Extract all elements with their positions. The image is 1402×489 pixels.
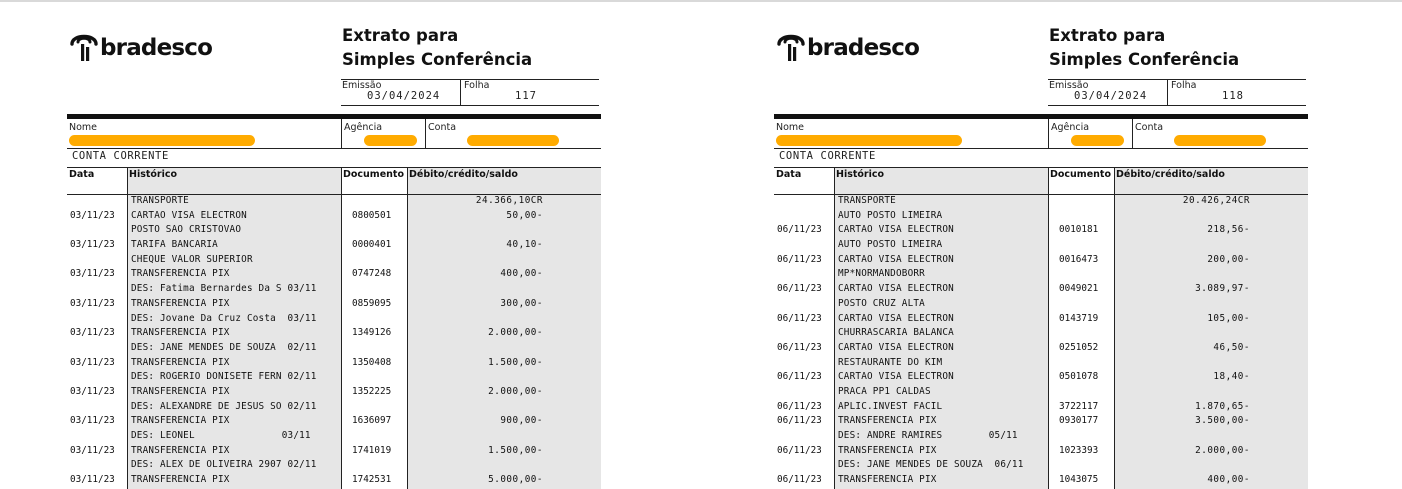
row-valor: 3.500,00- [1195, 415, 1250, 427]
transaction-row [67, 458, 601, 473]
row-historico: AUTO POSTO LIMEIRA [838, 209, 943, 221]
row-historico: CARTAO VISA ELECTRON [838, 341, 954, 353]
header-documento: Documento [1050, 169, 1111, 180]
row-date: 03/11/23 [70, 385, 115, 397]
bradesco-logo [776, 28, 926, 66]
row-historico: CARTAO VISA ELECTRON [838, 371, 954, 383]
row-date: 03/11/23 [70, 474, 115, 486]
redacted-agencia [364, 135, 417, 146]
row-date: 03/11/23 [70, 209, 115, 221]
transaction-row [67, 238, 601, 253]
row-documento: 3722117 [1059, 400, 1099, 412]
folha-value: 117 [515, 90, 537, 102]
transaction-row [67, 429, 601, 444]
row-date: 03/11/23 [70, 239, 115, 251]
transaction-row [67, 209, 601, 224]
transaction-row [67, 267, 601, 282]
transaction-row [774, 414, 1308, 429]
transaction-row [67, 400, 601, 415]
row-date: 03/11/23 [70, 327, 115, 339]
conta-label: Conta [428, 122, 457, 133]
row-date: 06/11/23 [777, 400, 822, 412]
row-date: 03/11/23 [70, 356, 115, 368]
row-historico: TRANSFERENCIA PIX [838, 415, 937, 427]
row-historico: TRANSFERENCIA PIX [838, 444, 937, 456]
bradesco-tree-icon [776, 28, 806, 66]
transaction-row [67, 473, 601, 488]
row-historico: CARTAO VISA ELECTRON [838, 224, 954, 236]
transaction-row [67, 326, 601, 341]
transaction-row [67, 312, 601, 327]
folha-value: 118 [1222, 90, 1244, 102]
emission-divider [1167, 80, 1168, 105]
transaction-row [774, 429, 1308, 444]
row-documento: 0143719 [1059, 312, 1099, 324]
row-date: 03/11/23 [70, 444, 115, 456]
row-documento: 0800501 [352, 209, 392, 221]
transaction-list [774, 194, 1308, 488]
table-header [774, 167, 1308, 195]
row-documento: 1350408 [352, 356, 392, 368]
title-line-2: Simples Conferência [342, 50, 533, 69]
agencia-divider [341, 119, 342, 148]
account-type: CONTA CORRENTE [72, 150, 169, 162]
row-historico: TRANSPORTE [131, 195, 189, 206]
header-valor: Débito/crédito/saldo [1116, 169, 1225, 180]
row-historico: DES: ALEXANDRE DE JESUS SO 02/11 [131, 400, 317, 412]
header-data: Data [69, 169, 95, 180]
header-historico: Histórico [836, 169, 885, 180]
row-historico: CARTAO VISA ELECTRON [838, 253, 954, 265]
row-historico: CHEQUE VALOR SUPERIOR [131, 253, 253, 265]
row-valor: 1.500,00- [488, 444, 543, 456]
row-date: 06/11/23 [777, 312, 822, 324]
row-valor: 105,00- [1207, 312, 1250, 324]
redacted-name [776, 135, 962, 146]
row-historico: DES: JANE MENDES DE SOUZA 02/11 [131, 341, 317, 353]
row-historico: TARIFA BANCARIA [131, 239, 218, 251]
row-historico: DES: JANE MENDES DE SOUZA 06/11 [838, 459, 1024, 471]
brand-name: bradesco [807, 35, 920, 61]
row-historico: TRANSFERENCIA PIX [131, 474, 230, 486]
row-historico: DES: ROGERIO DONISETE FERN 02/11 [131, 371, 317, 383]
row-documento: 0501078 [1059, 371, 1099, 383]
row-historico: DES: ANDRE RAMIRES 05/11 [838, 430, 1018, 441]
transaction-row [774, 400, 1308, 415]
row-date: 06/11/23 [777, 341, 822, 353]
row-historico: POSTO CRUZ ALTA [838, 297, 925, 309]
header-historico: Histórico [129, 169, 178, 180]
row-valor: 400,00- [500, 268, 543, 280]
transaction-row [67, 282, 601, 297]
row-historico: DES: Jovane Da Cruz Costa 03/11 [131, 312, 317, 324]
row-valor: 3.089,97- [1195, 283, 1250, 295]
row-date: 03/11/23 [70, 415, 115, 427]
row-documento: 1349126 [352, 327, 392, 339]
emissao-value: 03/04/2024 [1074, 90, 1148, 102]
redacted-name [69, 135, 255, 146]
emission-box [341, 79, 599, 106]
folha-label: Folha [1171, 80, 1197, 91]
row-documento: 0000401 [352, 239, 392, 251]
row-historico: CARTAO VISA ELECTRON [838, 283, 954, 295]
row-valor: 2.000,00- [488, 327, 543, 339]
header-valor: Débito/crédito/saldo [409, 169, 518, 180]
transaction-row [774, 356, 1308, 371]
row-historico: PRACA PP1 CALDAS [838, 385, 931, 397]
transaction-row [67, 385, 601, 400]
row-documento: 0251052 [1059, 341, 1099, 353]
row-valor: 900,00- [500, 415, 543, 427]
row-historico: DES: Fatima Bernardes Da S 03/11 [131, 283, 317, 295]
transaction-row [67, 356, 601, 371]
row-documento: 0016473 [1059, 253, 1099, 265]
row-valor: 24.366,10CR [475, 195, 543, 206]
row-documento: 0010181 [1059, 224, 1099, 236]
row-historico: DES: ALEX DE OLIVEIRA 2907 02/11 [131, 459, 317, 471]
folha-label: Folha [464, 80, 490, 91]
account-holder-box [67, 119, 601, 149]
row-documento: 0859095 [352, 297, 392, 309]
row-valor: 2.000,00- [1195, 444, 1250, 456]
row-valor: 18,40- [1213, 371, 1250, 383]
row-documento: 1741019 [352, 444, 392, 456]
document-title [1049, 24, 1239, 72]
account-type: CONTA CORRENTE [779, 150, 876, 162]
transaction-row [774, 458, 1308, 473]
table-header [67, 167, 601, 195]
transaction-row [67, 223, 601, 238]
row-historico: TRANSPORTE [838, 195, 896, 206]
transaction-row [774, 267, 1308, 282]
row-documento: 0930177 [1059, 415, 1099, 427]
row-date: 06/11/23 [777, 444, 822, 456]
row-documento: 1352225 [352, 385, 392, 397]
bradesco-logo [69, 28, 219, 66]
row-documento: 1023393 [1059, 444, 1099, 456]
conta-label: Conta [1135, 122, 1164, 133]
row-date: 06/11/23 [777, 283, 822, 295]
row-documento: 1742531 [352, 474, 392, 486]
row-valor: 20.426,24CR [1182, 195, 1250, 206]
transaction-row [67, 370, 601, 385]
row-valor: 1.870,65- [1195, 400, 1250, 412]
row-valor: 46,50- [1213, 341, 1250, 353]
row-documento: 1043075 [1059, 474, 1099, 486]
transaction-row [774, 473, 1308, 488]
row-valor: 2.000,00- [488, 385, 543, 397]
redacted-agencia [1071, 135, 1124, 146]
row-valor: 50,00- [506, 209, 543, 221]
transaction-row [774, 282, 1308, 297]
transaction-list [67, 194, 601, 488]
row-date: 06/11/23 [777, 371, 822, 383]
header-data: Data [776, 169, 802, 180]
row-historico: RESTAURANTE DO KIM [838, 356, 943, 368]
emissao-label: Emissão [342, 80, 382, 91]
row-historico: CARTAO VISA ELECTRON [131, 209, 247, 221]
emissao-label: Emissão [1049, 80, 1089, 91]
agencia-label: Agência [1051, 122, 1090, 133]
document-title [342, 24, 532, 72]
statement-page-2 [774, 0, 1314, 489]
row-date: 06/11/23 [777, 253, 822, 265]
row-historico: CARTAO VISA ELECTRON [838, 312, 954, 324]
transaction-row [774, 326, 1308, 341]
nome-label: Nome [776, 122, 805, 133]
row-historico: MP*NORMANDOBORR [838, 268, 925, 280]
row-date: 06/11/23 [777, 224, 822, 236]
row-valor: 1.500,00- [488, 356, 543, 368]
transaction-row [774, 194, 1308, 209]
transaction-row [67, 194, 601, 209]
row-historico: APLIC.INVEST FACIL [838, 400, 943, 412]
row-historico: AUTO POSTO LIMEIRA [838, 239, 943, 251]
conta-divider [1132, 119, 1133, 148]
conta-divider [425, 119, 426, 148]
nome-label: Nome [69, 122, 98, 133]
row-historico: TRANSFERENCIA PIX [131, 385, 230, 397]
title-line-1: Extrato para [342, 26, 459, 45]
row-historico: TRANSFERENCIA PIX [131, 297, 230, 309]
redacted-conta [1174, 135, 1266, 146]
row-historico: CHURRASCARIA BALANCA [838, 327, 954, 339]
row-valor: 218,56- [1207, 224, 1250, 236]
emission-box [1048, 79, 1306, 106]
row-historico: TRANSFERENCIA PIX [131, 444, 230, 456]
row-documento: 0049021 [1059, 283, 1099, 295]
row-historico: POSTO SAO CRISTOVAO [131, 224, 242, 236]
title-line-2: Simples Conferência [1049, 50, 1240, 69]
row-valor: 40,10- [506, 239, 543, 251]
row-date: 06/11/23 [777, 474, 822, 486]
row-historico: TRANSFERENCIA PIX [131, 327, 230, 339]
transaction-row [774, 312, 1308, 327]
redacted-conta [467, 135, 559, 146]
row-date: 03/11/23 [70, 268, 115, 280]
transaction-row [774, 341, 1308, 356]
agencia-divider [1048, 119, 1049, 148]
row-valor: 5.000,00- [488, 474, 543, 486]
transaction-row [774, 209, 1308, 224]
transaction-row [774, 297, 1308, 312]
transaction-row [67, 253, 601, 268]
transaction-row [67, 297, 601, 312]
transaction-row [774, 385, 1308, 400]
agencia-label: Agência [344, 122, 383, 133]
brand-name: bradesco [100, 35, 213, 61]
transaction-row [774, 223, 1308, 238]
transaction-row [774, 253, 1308, 268]
transaction-row [774, 238, 1308, 253]
account-holder-box [774, 119, 1308, 149]
row-historico: TRANSFERENCIA PIX [131, 356, 230, 368]
transaction-row [774, 370, 1308, 385]
row-historico: DES: LEONEL 03/11 [131, 430, 311, 441]
row-date: 03/11/23 [70, 297, 115, 309]
row-historico: TRANSFERENCIA PIX [131, 415, 230, 427]
row-historico: TRANSFERENCIA PIX [131, 268, 230, 280]
row-valor: 400,00- [1207, 474, 1250, 486]
transaction-row [67, 341, 601, 356]
transaction-row [67, 444, 601, 459]
transaction-row [67, 414, 601, 429]
statement-page-1 [67, 0, 607, 489]
row-historico: TRANSFERENCIA PIX [838, 474, 937, 486]
row-documento: 1636097 [352, 415, 392, 427]
emissao-value: 03/04/2024 [367, 90, 441, 102]
bradesco-tree-icon [69, 28, 99, 66]
header-documento: Documento [343, 169, 404, 180]
title-line-1: Extrato para [1049, 26, 1166, 45]
row-valor: 200,00- [1207, 253, 1250, 265]
row-valor: 300,00- [500, 297, 543, 309]
transaction-row [774, 444, 1308, 459]
emission-divider [460, 80, 461, 105]
row-documento: 0747248 [352, 268, 392, 280]
row-date: 06/11/23 [777, 415, 822, 427]
